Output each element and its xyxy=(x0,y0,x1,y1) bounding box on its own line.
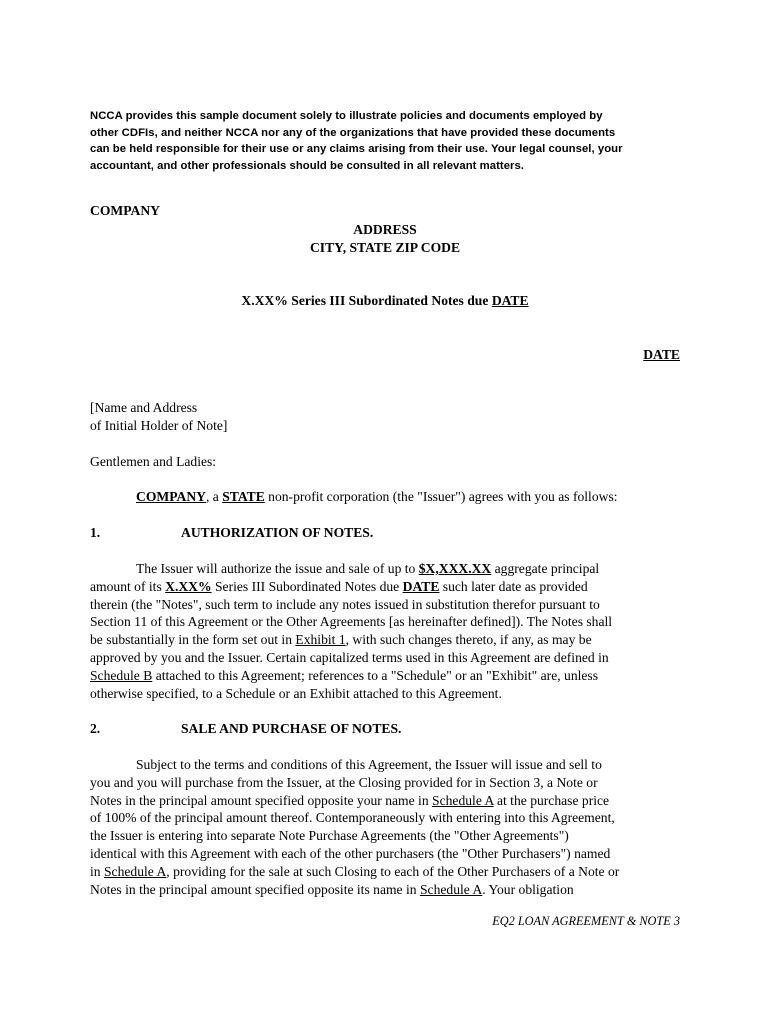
paragraph-line: otherwise specified, to a Schedule or an Exhibit attached to this Agreement. xyxy=(90,685,502,701)
letter-date: DATE xyxy=(643,347,680,362)
paragraph-line xyxy=(90,792,682,810)
company-city-state-zip: CITY, STATE ZIP CODE xyxy=(309,240,461,255)
disclaimer-line: can be held responsible for their use or any claims arising from their use. Your legal counsel, your xyxy=(90,143,623,156)
text-run: . Your obligation xyxy=(482,881,574,897)
paragraph-line xyxy=(90,560,682,578)
paragraph-line xyxy=(90,578,682,596)
paragraph-line xyxy=(90,631,682,649)
section-2-heading: SALE AND PURCHASE OF NOTES. xyxy=(181,721,402,736)
notes-title-text: X.XX% Series III Subordinated Notes due xyxy=(241,293,492,308)
schedule-b-reference: Schedule B xyxy=(90,667,153,683)
section-2-paragraph xyxy=(90,756,682,898)
paragraph-line: Section 11 of this Agreement or the Other Agreements [as hereinafter defined]). The Notes shall xyxy=(90,614,613,630)
text-run: in xyxy=(90,863,104,879)
text-run: , with such changes thereto, if any, as may be xyxy=(345,632,592,648)
text-run: amount of its xyxy=(90,578,166,594)
page-footer: EQ2 LOAN AGREEMENT & NOTE 3 xyxy=(492,914,680,928)
paragraph-line xyxy=(90,881,682,899)
addressee-line-1: [Name and Address xyxy=(90,400,198,415)
text-run: such later date as provided xyxy=(439,578,588,594)
text-run: Series III Subordinated Notes due xyxy=(211,578,403,594)
notes-title-date: DATE xyxy=(491,293,529,308)
salutation: Gentlemen and Ladies: xyxy=(90,454,217,469)
disclaimer-line: accountant, and other professionals should be consulted in all relevant matters. xyxy=(90,159,524,172)
company-address: ADDRESS xyxy=(353,222,417,237)
paragraph-line xyxy=(90,667,682,685)
disclaimer-line: other CDFIs, and neither NCCA nor any of the organizations that have provided these documents xyxy=(90,126,616,139)
date-placeholder: DATE xyxy=(402,578,440,594)
text-run: attached to this Agreement; references to a "Schedule" or an "Exhibit" are, unless xyxy=(152,667,599,683)
notes-title xyxy=(90,292,680,310)
text-run: , providing for the sale at such Closing to each of the Other Purchasers of a Note or xyxy=(166,863,620,879)
intro-rest: non-profit corporation (the "Issuer") agrees with you as follows: xyxy=(264,489,618,504)
amount-placeholder: $X,XXX.XX xyxy=(418,561,492,576)
text-run: at the purchase price xyxy=(493,792,610,808)
paragraph-line: therein (the "Notes", such term to include any notes issued in substitution therefor pursuant to xyxy=(90,596,600,612)
paragraph-line: Subject to the terms and conditions of this Agreement, the Issuer will issue and sell to xyxy=(136,757,602,772)
text-run: Notes in the principal amount specified opposite your name in xyxy=(90,792,433,808)
paragraph-line xyxy=(90,863,682,881)
section-1-heading: AUTHORIZATION OF NOTES. xyxy=(181,525,374,540)
text-run: Notes in the principal amount specified opposite its name in xyxy=(90,881,420,897)
section-1-paragraph xyxy=(90,560,682,702)
paragraph-line: identical with this Agreement with each of the other purchasers (the "Other Purchasers") named xyxy=(90,845,611,861)
intro-sep: , a xyxy=(205,489,223,504)
schedule-a-reference: Schedule A xyxy=(419,881,483,897)
disclaimer-line: NCCA provides this sample document solely to illustrate policies and documents employed by xyxy=(90,110,603,122)
paragraph-line: the Issuer is entering into separate Note Purchase Agreements (the "Other Agreements") xyxy=(90,828,569,844)
rate-placeholder: X.XX% xyxy=(165,578,212,594)
addressee-line-2: of Initial Holder of Note] xyxy=(90,418,228,433)
exhibit-1-reference: Exhibit 1 xyxy=(295,632,346,648)
intro-paragraph xyxy=(136,488,618,506)
schedule-a-reference: Schedule A xyxy=(432,792,494,808)
paragraph-line: approved by you and the Issuer. Certain capitalized terms used in this Agreement are defined in xyxy=(90,649,609,665)
paragraph-line: of 100% of the principal amount thereof. Contemporaneously with entering into this Agreement, xyxy=(90,810,615,826)
text-run: The Issuer will authorize the issue and sale of up to xyxy=(136,561,419,576)
disclaimer-block xyxy=(90,108,690,174)
text-run: be substantially in the form set out in xyxy=(90,632,296,648)
section-2-number: 2. xyxy=(90,721,101,736)
paragraph-line: you and you will purchase from the Issuer, at the Closing provided for in Section 3, a Note or xyxy=(90,774,598,790)
schedule-a-reference: Schedule A xyxy=(103,863,167,879)
section-1-number: 1. xyxy=(90,525,101,540)
intro-company: COMPANY xyxy=(136,489,206,504)
intro-state: STATE xyxy=(222,489,265,504)
text-run: aggregate principal xyxy=(491,561,600,576)
company-name: COMPANY xyxy=(90,203,160,218)
